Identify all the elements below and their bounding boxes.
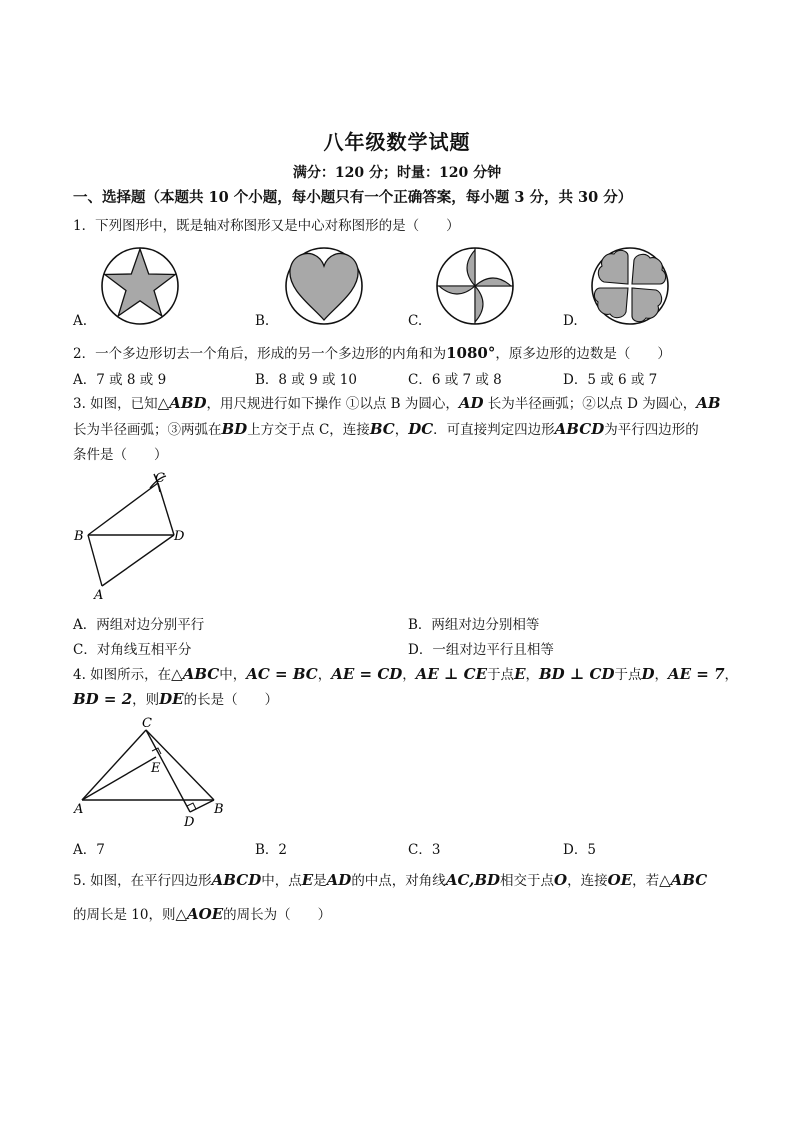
q4-label-a: A [74, 802, 84, 817]
q5-text: 的周长为（ ） [223, 907, 332, 923]
q4-text: ， [724, 667, 739, 683]
q4-text: ， [402, 667, 416, 683]
q4-math: △ABC [171, 665, 220, 683]
q4-math: D [641, 665, 655, 683]
q5-math: OE [607, 871, 633, 889]
q4-math: BD = 2 [73, 690, 133, 708]
q1-figure-a-star [98, 244, 182, 328]
q3-text: ， [394, 422, 409, 438]
q3-text: ．可直接判定四边形 [433, 422, 555, 438]
q4-math: DE [159, 690, 184, 708]
q2-stem [73, 342, 671, 362]
q3-text: ，用尺规进行如下操作 ①以点 B 为圆心， [206, 396, 459, 412]
q5-math: O [554, 871, 568, 889]
q4-text: 4. 如图所示，在 [73, 667, 172, 683]
q3-text: 上方交于点 C，连接 [247, 422, 370, 438]
q3-math: AB [696, 394, 721, 412]
q5-math: ABCD [211, 871, 262, 889]
q1-stem: 1．下列图形中，既是轴对称图形又是中心对称图形的是（ ） [73, 218, 460, 234]
page-title: 八年级数学试题 [323, 130, 471, 154]
q4-label-e: E [151, 761, 161, 776]
q4-text: 于点 [487, 667, 515, 683]
q5-text: 的周长是 10，则 [73, 907, 176, 923]
section-heading: 一、选择题（本题共 10 个小题，每小题只有一个正确答案，每小题 3 分，共 30 分） [73, 189, 633, 206]
q2-option-d: D．5 或 6 或 7 [563, 372, 658, 388]
q3-math: ABCD [554, 420, 605, 438]
q5-text: 中，点 [261, 873, 302, 889]
q4-label-b: B [214, 802, 224, 817]
q4-text: 中， [219, 667, 247, 683]
q4-math: AC = BC [246, 665, 318, 683]
exam-info: 满分：120 分；时量：120 分钟 [292, 165, 502, 181]
q4-line-2 [73, 688, 278, 708]
q3-math: AD [458, 394, 484, 412]
q3-option-c: C．对角线互相平分 [73, 642, 192, 658]
q4-option-a: A．7 [73, 842, 105, 858]
q3-text: 为平行四边形的 [604, 422, 699, 438]
q1-option-a: A. [73, 313, 88, 329]
q4-math: AE = CD [331, 665, 403, 683]
q5-text: 相交于点 [500, 873, 555, 889]
q3-line-1 [73, 392, 721, 412]
q4-math: BD ⊥ CD [539, 665, 615, 683]
q4-math: E [514, 665, 526, 683]
q5-math: △ABC [659, 871, 708, 889]
q2-stem-part1: 2．一个多边形切去一个角后，形成的另一个多边形的内角和为 [73, 346, 447, 362]
q5-text: 的中点，对角线 [351, 873, 446, 889]
q3-math: DC [408, 420, 434, 438]
q3-math: △ABD [157, 394, 207, 412]
q3-option-d: D．一组对边平行且相等 [408, 642, 554, 658]
q1-figure-c-pinwheel [433, 244, 517, 328]
q3-label-c: C [155, 471, 165, 486]
q3-math: BD [221, 420, 248, 438]
q2-option-b: B．8 或 9 或 10 [255, 372, 357, 388]
q3-parallelogram-figure [70, 468, 200, 600]
q1-figure-d-four-hearts [588, 244, 672, 328]
q3-text: 长为半径画弧；③两弧在 [73, 422, 222, 438]
q4-triangle-figure [70, 712, 230, 832]
q5-math: E [301, 871, 314, 889]
q4-text: 的长是（ ） [183, 692, 279, 708]
q1-option-b: B. [255, 313, 270, 329]
q5-text: 是 [313, 873, 327, 889]
q3-line-2 [73, 418, 699, 438]
q4-label-d: D [184, 815, 195, 830]
q1-option-c: C. [408, 313, 423, 329]
q3-label-d: D [174, 529, 185, 544]
q3-label-a: A [94, 588, 104, 600]
q4-math: AE ⊥ CE [415, 665, 488, 683]
q3-text: 3. 如图，已知 [73, 396, 158, 412]
q4-text: ， [317, 667, 332, 683]
q4-option-d: D．5 [563, 842, 596, 858]
q1-figure-b-heart [282, 244, 366, 328]
q5-text: ，若 [632, 873, 660, 889]
q4-text: 于点 [614, 667, 642, 683]
q5-math: AD [326, 871, 352, 889]
q5-math: AC,BD [445, 871, 501, 889]
q4-option-b: B．2 [255, 842, 288, 858]
q3-option-a: A．两组对边分别平行 [73, 617, 205, 633]
q5-line-1 [73, 869, 707, 889]
q3-option-b: B．两组对边分别相等 [408, 617, 540, 633]
q3-label-b: B [74, 529, 84, 544]
q4-text: ， [654, 667, 668, 683]
q4-option-c: C．3 [408, 842, 441, 858]
q5-text: ，连接 [567, 873, 608, 889]
q3-math: BC [369, 420, 395, 438]
q4-line-1 [73, 663, 738, 683]
q5-text: 5. 如图，在平行四边形 [73, 873, 212, 889]
q2-stem-part2: ，原多边形的边数是（ ） [495, 346, 671, 362]
q4-text: ， [525, 667, 539, 683]
q3-text: 长为半径画弧；②以点 D 为圆心， [483, 396, 697, 412]
q5-math: △AOE [175, 905, 224, 923]
q1-option-d: D. [563, 313, 578, 329]
q4-label-c: C [142, 716, 152, 731]
q4-text: ，则 [132, 692, 160, 708]
q2-option-c: C．6 或 7 或 8 [408, 372, 502, 388]
q4-math: AE = 7 [668, 665, 725, 683]
q5-line-2 [73, 903, 331, 923]
q2-angle-sum: 1080° [446, 344, 496, 362]
q3-line-3: 条件是（ ） [73, 447, 168, 463]
q2-option-a: A．7 或 8 或 9 [73, 372, 167, 388]
